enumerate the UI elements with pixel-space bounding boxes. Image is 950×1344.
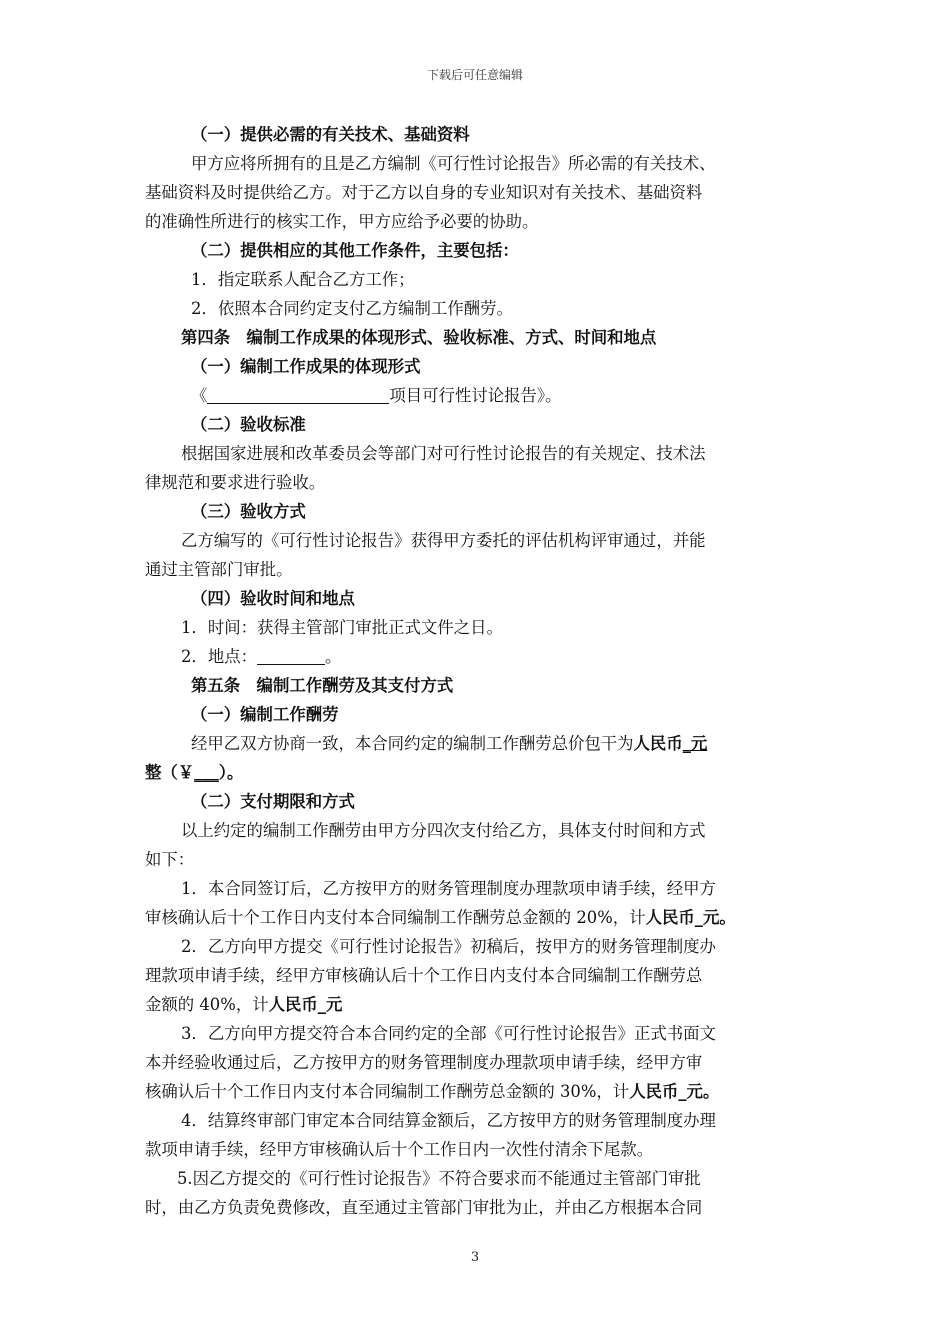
page-header: 下载后可任意编辑 <box>426 68 523 82</box>
paragraph-line: 根据国家进展和改革委员会等部门对可行性讨论报告的有关规定、技术法 <box>181 444 706 463</box>
document-body <box>145 120 807 1222</box>
paragraph-line: 基础资料及时提供给乙方。对于乙方以自身的专业知识对有关技术、基础资料 <box>145 183 703 202</box>
amount-yuan-blank: ___ <box>194 763 219 782</box>
paragraph-line <box>145 903 807 932</box>
paragraph-line: 3．乙方向甲方提交符合本合同约定的全部《可行性讨论报告》正式书面文 <box>181 1024 716 1043</box>
amount-blank: _元。 <box>694 908 736 927</box>
section-heading: （一）编制工作成果的体现形式 <box>191 357 421 376</box>
list-item: 1．时间：获得主管部门审批正式文件之日。 <box>181 618 503 637</box>
paragraph-line: 本并经验收通过后，乙方按甲方的财务管理制度办理款项申请手续，经甲方审 <box>145 1053 703 1072</box>
list-item: 1．指定联系人配合乙方工作； <box>191 270 415 289</box>
paragraph-line: 理款项申请手续，经甲方审核确认后十个工作日内支付本合同编制工作酬劳总 <box>145 966 703 985</box>
section-heading: （二）提供相应的其他工作条件，主要包括： <box>191 241 519 260</box>
currency-label: 人民币 <box>645 908 695 927</box>
report-title-text: 项目可行性讨论报告》。 <box>389 386 562 405</box>
article-heading: 第四条 编制工作成果的体现形式、验收标准、方式、时间和地点 <box>181 328 657 347</box>
period: 。 <box>325 647 342 666</box>
paragraph-line: 5.因乙方提交的《可行性讨论报告》不符合要求而不能通过主管部门审批 <box>177 1169 701 1188</box>
paragraph-line: 2．乙方向甲方提交《可行性讨论报告》初稿后，按甲方的财务管理制度办 <box>181 937 716 956</box>
list-item: 2．依照本合同约定支付乙方编制工作酬劳。 <box>191 299 513 318</box>
currency-label: 人民币 <box>633 734 683 753</box>
paragraph-line: 如下： <box>145 850 195 869</box>
section-heading: （二）支付期限和方式 <box>191 792 355 811</box>
amount-blank: _元 <box>682 734 708 753</box>
amount-suffix: ）。 <box>218 763 244 782</box>
paragraph-line: 甲方应将所拥有的且是乙方编制《可行性讨论报告》所必需的有关技术、 <box>191 154 716 173</box>
bracket-open: 《 <box>191 386 208 405</box>
section-heading: （四）验收时间和地点 <box>191 589 355 608</box>
paragraph-line: 4．结算终审部门审定本合同结算金额后，乙方按甲方的财务管理制度办理 <box>181 1111 716 1130</box>
paragraph-line <box>145 1077 807 1106</box>
paragraph-line: 时，由乙方负责免费修改，直至通过主管部门审批为止，并由乙方根据本合同 <box>145 1198 703 1217</box>
location-label: 2．地点： <box>181 647 257 666</box>
currency-label: 人民币 <box>629 1082 679 1101</box>
payment-text: 金额的 40%，计 <box>145 995 269 1014</box>
payment-text: 核确认后十个工作日内支付本合同编制工作酬劳总金额的 30%，计 <box>145 1082 630 1101</box>
paragraph-line: 的准确性所进行的核实工作，甲方应给予必要的协助。 <box>145 212 539 231</box>
section-heading: （三）验收方式 <box>191 502 306 521</box>
paragraph-line <box>145 381 807 410</box>
article-heading: 第五条 编制工作酬劳及其支付方式 <box>191 676 454 695</box>
amount-blank: _元。 <box>678 1082 720 1101</box>
paragraph-line: 乙方编写的《可行性讨论报告》获得甲方委托的评估机构评审通过，并能 <box>181 531 706 550</box>
paragraph-line: 以上约定的编制工作酬劳由甲方分四次支付给乙方，具体支付时间和方式 <box>181 821 706 840</box>
paragraph-line: 1．本合同签订后，乙方按甲方的财务管理制度办理款项申请手续，经甲方 <box>181 879 716 898</box>
paragraph-line <box>145 758 807 787</box>
project-name-blank <box>207 385 389 404</box>
fee-text: 经甲乙双方协商一致，本合同约定的编制工作酬劳总价包干为 <box>191 734 634 753</box>
paragraph-line: 通过主管部门审批。 <box>145 560 293 579</box>
paragraph-line: 律规范和要求进行验收。 <box>145 473 326 492</box>
section-heading: （一）编制工作酬劳 <box>191 705 339 724</box>
page-number: 3 <box>470 1250 480 1265</box>
currency-label: 人民币 <box>268 995 318 1014</box>
section-heading: （二）验收标准 <box>191 415 306 434</box>
list-item <box>145 642 807 671</box>
paragraph-line <box>145 729 807 758</box>
amount-blank: _元 <box>317 995 343 1014</box>
location-blank <box>257 646 325 665</box>
amount-prefix: 整（￥ <box>145 763 195 782</box>
payment-text: 审核确认后十个工作日内支付本合同编制工作酬劳总金额的 20%，计 <box>145 908 646 927</box>
section-heading: （一）提供必需的有关技术、基础资料 <box>191 125 470 144</box>
paragraph-line <box>145 990 807 1019</box>
paragraph-line: 款项申请手续，经甲方审核确认后十个工作日内一次性付清余下尾款。 <box>145 1140 654 1159</box>
